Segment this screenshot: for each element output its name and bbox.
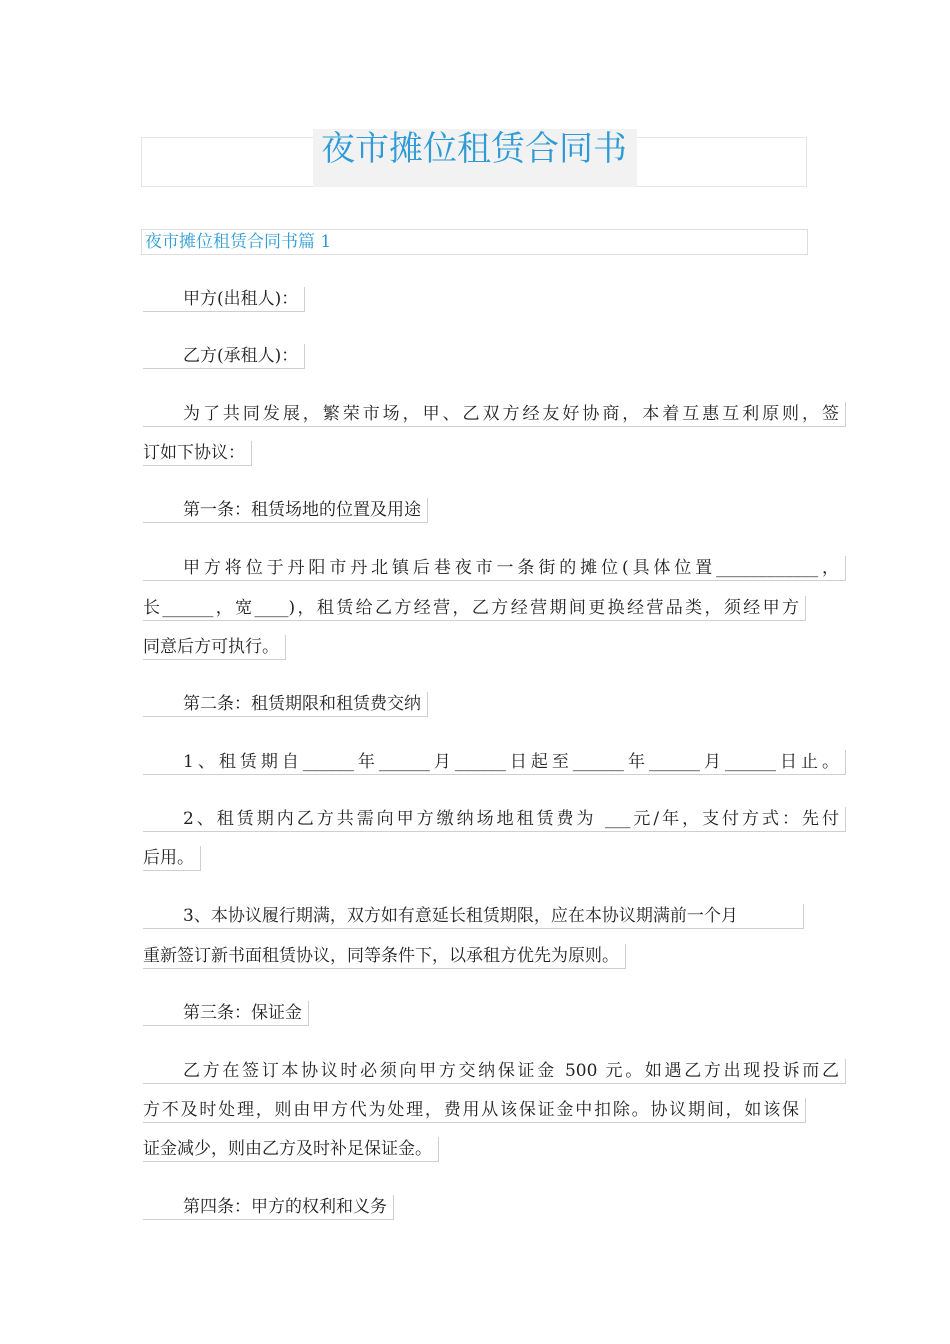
- paragraph-line: 长______，宽____)，租赁给乙方经营，乙方经营期间更换经营品类，须经甲方: [143, 596, 806, 621]
- article-heading: 第一条：租赁场地的位置及用途: [143, 498, 428, 523]
- party-b-line: 乙方(承租人)：: [143, 344, 305, 369]
- paragraph-line: 2、租赁期内乙方共需向甲方缴纳场地租赁费为 ___元/年，支付方式：先付: [143, 807, 846, 832]
- paragraph-line: 为了共同发展，繁荣市场，甲、乙双方经友好协商，本着互惠互利原则，签: [143, 402, 846, 427]
- article-heading: 第四条：甲方的权利和义务: [143, 1195, 394, 1220]
- section-title: 夜市摊位租赁合同书篇 1: [145, 232, 332, 252]
- paragraph-line: 方不及时处理，则由甲方代为处理，费用从该保证金中扣除。协议期间，如该保: [143, 1098, 806, 1123]
- paragraph-line: 证金减少，则由乙方及时补足保证金。: [143, 1137, 439, 1162]
- paragraph-line: 订如下协议：: [143, 441, 252, 466]
- party-a-line: 甲方(出租人)：: [143, 287, 305, 312]
- paragraph-line: 重新签订新书面租赁协议，同等条件下，以承租方优先为原则。: [143, 944, 626, 969]
- article-heading: 第三条：保证金: [143, 1001, 309, 1026]
- paragraph-line: 同意后方可执行。: [143, 635, 286, 660]
- paragraph-line: 3、本协议履行期满，双方如有意延长租赁期限，应在本协议期满前一个月: [143, 904, 804, 929]
- paragraph-line: 甲方将位于丹阳市丹北镇后巷夜市一条街的摊位(具体位置____________，: [143, 556, 846, 581]
- paragraph-line: 1、租赁期自______年______月______日起至______年______月______日止。: [143, 750, 846, 775]
- article-heading: 第二条：租赁期限和租赁费交纳: [143, 692, 428, 717]
- document-title: 夜市摊位租赁合同书: [321, 129, 627, 169]
- paragraph-line: 后用。: [143, 846, 201, 871]
- paragraph-line: 乙方在签订本协议时必须向甲方交纳保证金 500 元。如遇乙方出现投诉而乙: [143, 1059, 846, 1084]
